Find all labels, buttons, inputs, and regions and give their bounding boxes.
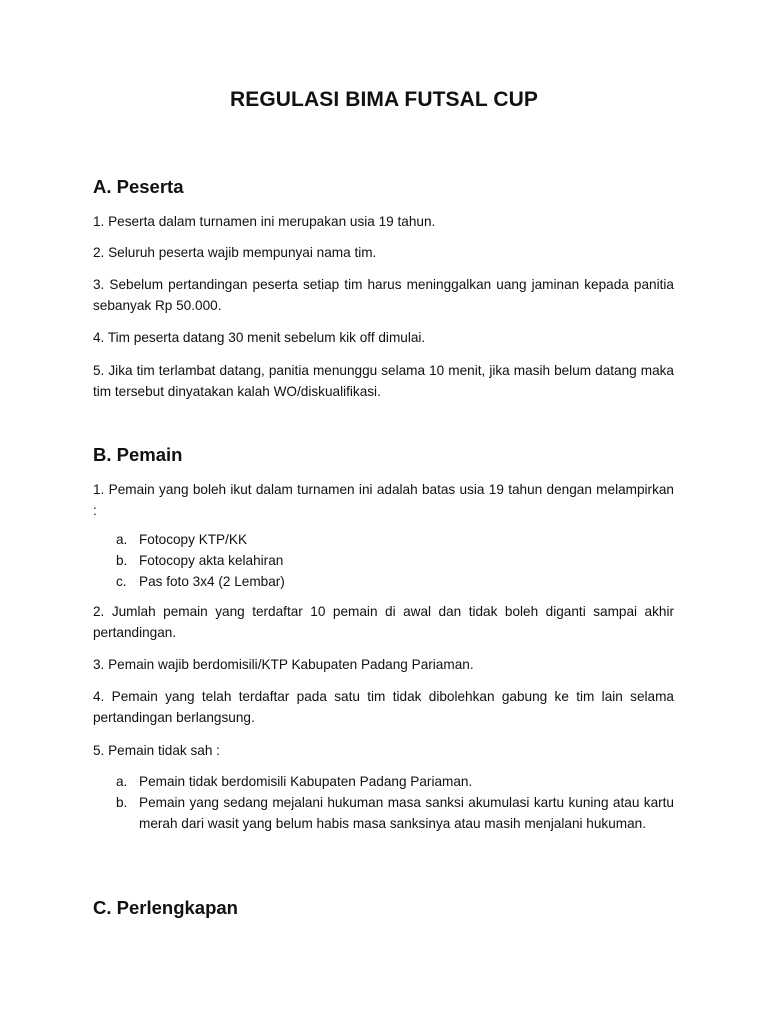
list-text: Fotocopy KTP/KK	[139, 532, 248, 547]
pemain-item-2: 2. Jumlah pemain yang terdaftar 10 pemain di awal dan tidak boleh diganti sampai akhir pertandingan.	[93, 604, 674, 640]
peserta-item-3: 3. Sebelum pertandingan peserta setiap tim harus meninggalkan uang jaminan kepada panitia sebanyak Rp 50.000.	[93, 277, 674, 313]
pemain-item-1-sub-b	[116, 550, 674, 571]
peserta-item-4: 4. Tim peserta datang 30 menit sebelum kik off dimulai.	[93, 330, 426, 345]
pemain-item-1: 1. Pemain yang boleh ikut dalam turnamen ini adalah batas usia 19 tahun dengan melampirkan :	[93, 482, 674, 518]
pemain-item-5-sub-b	[116, 792, 674, 834]
section-heading-perlengkapan: C. Perlengkapan	[93, 897, 238, 918]
list-text: Pemain tidak berdomisili Kabupaten Padang Pariaman.	[139, 774, 473, 789]
document-title: REGULASI BIMA FUTSAL CUP	[229, 88, 539, 111]
list-marker: a.	[116, 532, 128, 547]
peserta-item-1: 1. Peserta dalam turnamen ini merupakan usia 19 tahun.	[93, 214, 436, 229]
peserta-item-5: 5. Jika tim terlambat datang, panitia menunggu selama 10 menit, jika masih belum datang maka tim tersebut dinyatakan kalah WO/diskualifikasi.	[93, 363, 674, 399]
list-marker: b.	[116, 553, 128, 568]
list-marker: b.	[116, 795, 128, 810]
peserta-item-2: 2. Seluruh peserta wajib mempunyai nama tim.	[93, 245, 377, 260]
pemain-item-4: 4. Pemain yang telah terdaftar pada satu tim tidak dibolehkan gabung ke tim lain selama pertandingan berlangsung.	[93, 689, 674, 725]
list-text: Pemain yang sedang mejalani hukuman masa sanksi akumulasi kartu kuning atau kartu merah dari wasit yang belum habis masa sanksinya atau masih menjalani hukuman.	[139, 795, 674, 831]
pemain-item-5: 5. Pemain tidak sah :	[93, 743, 220, 758]
pemain-item-5-sub-a	[116, 771, 674, 792]
list-text: Pas foto 3x4 (2 Lembar)	[139, 574, 285, 589]
pemain-item-3: 3. Pemain wajib berdomisili/KTP Kabupaten Padang Pariaman.	[93, 657, 474, 672]
list-marker: a.	[116, 774, 128, 789]
section-heading-pemain: B. Pemain	[93, 444, 183, 465]
list-marker: c.	[116, 574, 127, 589]
list-text: Fotocopy akta kelahiran	[139, 553, 284, 568]
section-heading-peserta: A. Peserta	[93, 176, 184, 197]
pemain-item-1-sub-a	[116, 529, 674, 550]
pemain-item-1-sub-c	[116, 571, 674, 592]
